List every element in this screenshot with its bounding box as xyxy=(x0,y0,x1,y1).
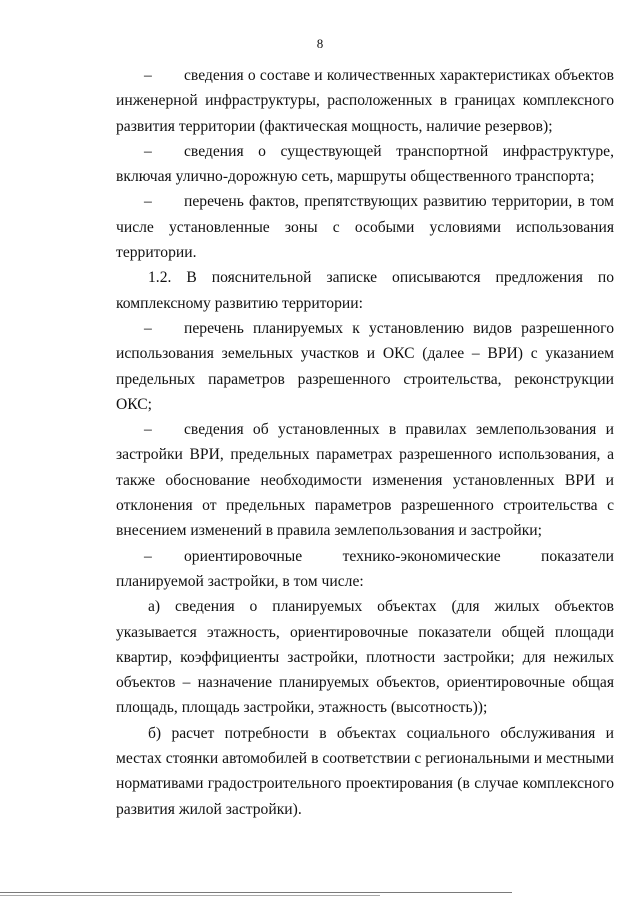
subitem-paragraph: а) сведения о планируемых объектах (для жилых объектов указывается этажность, ориентировочные показатели общей площади квартир, коэффициенты застройки, плотности застройки; для нежилых объектов – назначение планируемых объектов, ориентировочные общая площадь, площадь застройки, этажность (высотность)); xyxy=(116,598,614,717)
list-item-text: ориентировочные технико-экономические показатели планируемой застройки, в том числе: xyxy=(116,547,614,590)
list-item-text: перечень фактов, препятствующих развитию территории, в том числе установленные зоны с особыми условиями использования территории. xyxy=(116,193,614,262)
list-item-text: сведения о составе и количественных характеристиках объектов инженерной инфраструктуры, расположенных в границах комплексного развития территории (фактическая мощность, наличие резервов); xyxy=(116,67,614,135)
list-item xyxy=(116,316,614,417)
dash-marker: – xyxy=(144,319,152,337)
list-item xyxy=(116,417,614,543)
list-item xyxy=(116,189,614,265)
list-item-text: сведения о существующей транспортной инфраструктуре, включая улично-дорожную сеть, маршруты общественного транспорта; xyxy=(116,142,614,186)
list-item xyxy=(116,63,614,139)
footer-divider xyxy=(0,892,512,893)
dash-marker: – xyxy=(144,67,152,84)
dash-marker: – xyxy=(144,142,152,160)
dash-marker: – xyxy=(144,193,152,211)
page-number: 8 xyxy=(316,36,324,51)
subitem-paragraph: б) расчет потребности в объектах социального обслуживания и местах стоянки автомобилей в соответствии с региональными и местными нормативами градостроительного проектирования (в случае комплексного развития жилой застройки). xyxy=(116,724,614,818)
footer-divider xyxy=(0,895,380,896)
dash-marker: – xyxy=(144,547,152,565)
list-item-text: перечень планируемых к установлению видов разрешенного использования земельных участков и ОКС (далее – ВРИ) с указанием предельных параметров разрешенного строительства, реконструкции ОКС; xyxy=(116,319,614,413)
list-item-text: сведения об установленных в правилах землепользования и застройки ВРИ, предельных параметрах разрешенного использования, а также обоснование необходимости изменения установленных ВРИ и отклонения от предельных параметров разрешенного строительства с внесением изменений в правила землепользования и застройки; xyxy=(116,421,614,540)
list-item xyxy=(116,544,614,595)
section-paragraph: 1.2. В пояснительной записке описываются предложения по комплексному развитию территории: xyxy=(116,269,614,312)
document-body xyxy=(116,63,614,822)
dash-marker: – xyxy=(144,421,152,439)
list-item xyxy=(116,139,614,190)
